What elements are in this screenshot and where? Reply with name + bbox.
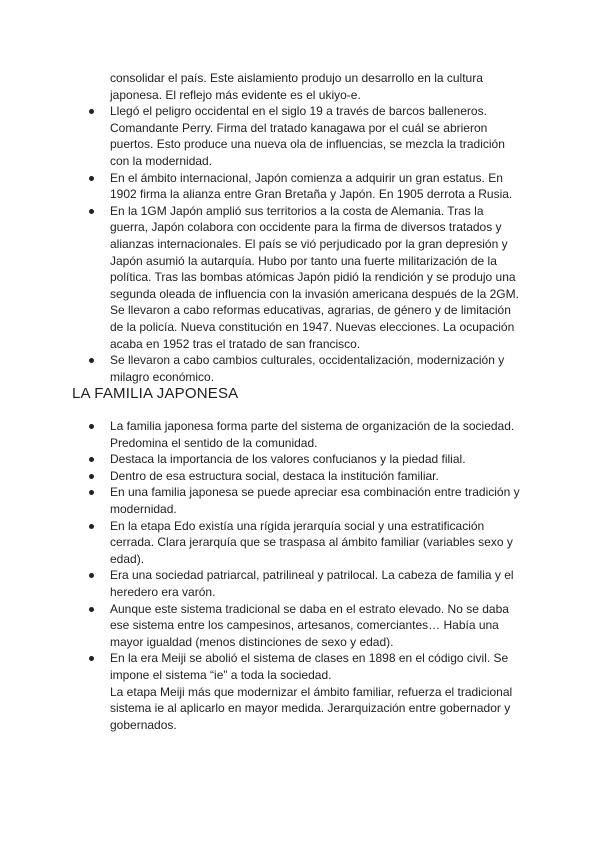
- bullet-icon: [89, 524, 94, 529]
- text-line: Llegó el peligro occidental en el siglo 19 a través de barcos balleneros.: [110, 104, 487, 119]
- list-item: [0, 103, 600, 169]
- text-line: sistema ie al aplicarlo en mayor medida. Jerarquización entre gobernador y: [110, 701, 511, 716]
- list-item: [0, 170, 600, 203]
- list-item: [0, 650, 600, 733]
- list-item: [0, 451, 600, 468]
- list-item: [0, 567, 600, 600]
- list-item: [0, 484, 600, 517]
- list-item: [0, 418, 600, 451]
- text-line: Destaca la importancia de los valores confucianos y la piedad filial.: [110, 452, 466, 467]
- text-line: Era una sociedad patriarcal, patrilineal y patrilocal. La cabeza de familia y el: [110, 568, 514, 583]
- bullet-icon: [89, 607, 94, 612]
- text-line: puertos. Esto produce una nueva ola de influencias, se mezcla la tradición: [110, 137, 505, 152]
- family-bullet-list: [0, 418, 600, 733]
- list-item: [0, 352, 600, 385]
- text-line: política. Tras las bombas atómicas Japón pidió la rendición y se produjo una: [110, 270, 516, 285]
- bullet-icon: [89, 424, 94, 429]
- text-line: alianzas internacionales. El país se vió perjudicado por la gran depresión y: [110, 236, 508, 251]
- text-line: acaba en 1952 tras el tratado de san francisco.: [110, 336, 361, 351]
- text-line: La familia japonesa forma parte del sistema de organización de la sociedad.: [110, 419, 515, 433]
- text-line: impone el sistema “ie” a toda la sociedad.: [110, 667, 332, 682]
- text-line: milagro económico.: [110, 369, 215, 384]
- bullet-icon: [89, 109, 94, 114]
- text-line: Comandante Perry. Firma del tratado kanagawa por el cuál se abrieron: [110, 120, 488, 135]
- text-line: consolidar el país. Este aislamiento produjo un desarrollo en la cultura: [110, 71, 483, 85]
- text-line: Se llevaron a cabo cambios culturales, occidentalización, modernización y: [110, 353, 505, 368]
- text-line: japonesa. El reflejo más evidente es el ukiyo-e.: [110, 87, 361, 102]
- bullet-icon: [89, 656, 94, 661]
- text-line: heredero era varón.: [110, 584, 216, 599]
- text-line: ese sistema entre los campesinos, artesanos, comerciantes… Había una: [110, 618, 499, 633]
- bullet-icon: [89, 358, 94, 363]
- bullet-icon: [89, 573, 94, 578]
- list-item: [0, 518, 600, 568]
- text-line: guerra, Japón colabora con occidente para la firma de diversos tratados y: [110, 220, 502, 235]
- text-line: En la 1GM Japón amplió sus territorios a la costa de Alemania. Tras la: [110, 203, 484, 218]
- text-line: Dentro de esa estructura social, destaca la institución familiar.: [110, 468, 439, 483]
- text-line: En el ámbito internacional, Japón comienza a adquirir un gran estatus. En: [110, 170, 503, 185]
- text-line: Predomina el sentido de la comunidad.: [110, 435, 318, 450]
- text-line: Aunque este sistema tradicional se daba en el estrato elevado. No se daba: [110, 601, 509, 616]
- bullet-icon: [89, 474, 94, 479]
- section-heading: [72, 384, 238, 404]
- bullet-icon: [89, 457, 94, 462]
- list-item: [0, 203, 600, 352]
- list-item: [0, 70, 600, 103]
- text-line: mayor igualdad (menos distinciones de sexo y edad).: [110, 634, 394, 649]
- text-line: Se llevaron a cabo reformas educativas, agrarias, de género y de limitación: [110, 303, 511, 318]
- text-line: En la era Meiji se abolió el sistema de clases en 1898 en el código civil. Se: [110, 651, 509, 666]
- list-item: [0, 468, 600, 485]
- bullet-icon: [89, 490, 94, 495]
- bullet-icon: [89, 209, 94, 214]
- text-line: gobernados.: [110, 717, 177, 732]
- list-item: [0, 601, 600, 651]
- section-heading-text: LA FAMILIA JAPONESA: [72, 385, 239, 402]
- text-line: de la policía. Nueva constitución en 1947. Nuevas elecciones. La ocupación: [110, 319, 515, 334]
- text-line: segunda oleada de influencia con la invasión americana después de la 2GM.: [110, 286, 519, 301]
- text-line: 1902 firma la alianza entre Gran Bretaña y Japón. En 1905 derrota a Rusia.: [110, 187, 513, 202]
- text-line: La etapa Meiji más que modernizar el ámbito familiar, refuerza el tradicional: [110, 684, 513, 699]
- text-line: cerrada. Clara jerarquía que se traspasa al ámbito familiar (variables sexo y: [110, 535, 513, 550]
- text-line: En la etapa Edo existía una rígida jerarquía social y una estratificación: [110, 518, 485, 533]
- text-line: modernidad.: [110, 501, 177, 516]
- text-line: Japón asumió la autarquía. Hubo por tanto una fuerte militarización de la: [110, 253, 497, 268]
- history-bullet-list: [0, 70, 600, 385]
- text-line: con la modernidad.: [110, 153, 213, 168]
- text-line: En una familia japonesa se puede apreciar esa combinación entre tradición y: [110, 485, 520, 500]
- bullet-icon: [89, 176, 94, 181]
- text-line: edad).: [110, 551, 145, 566]
